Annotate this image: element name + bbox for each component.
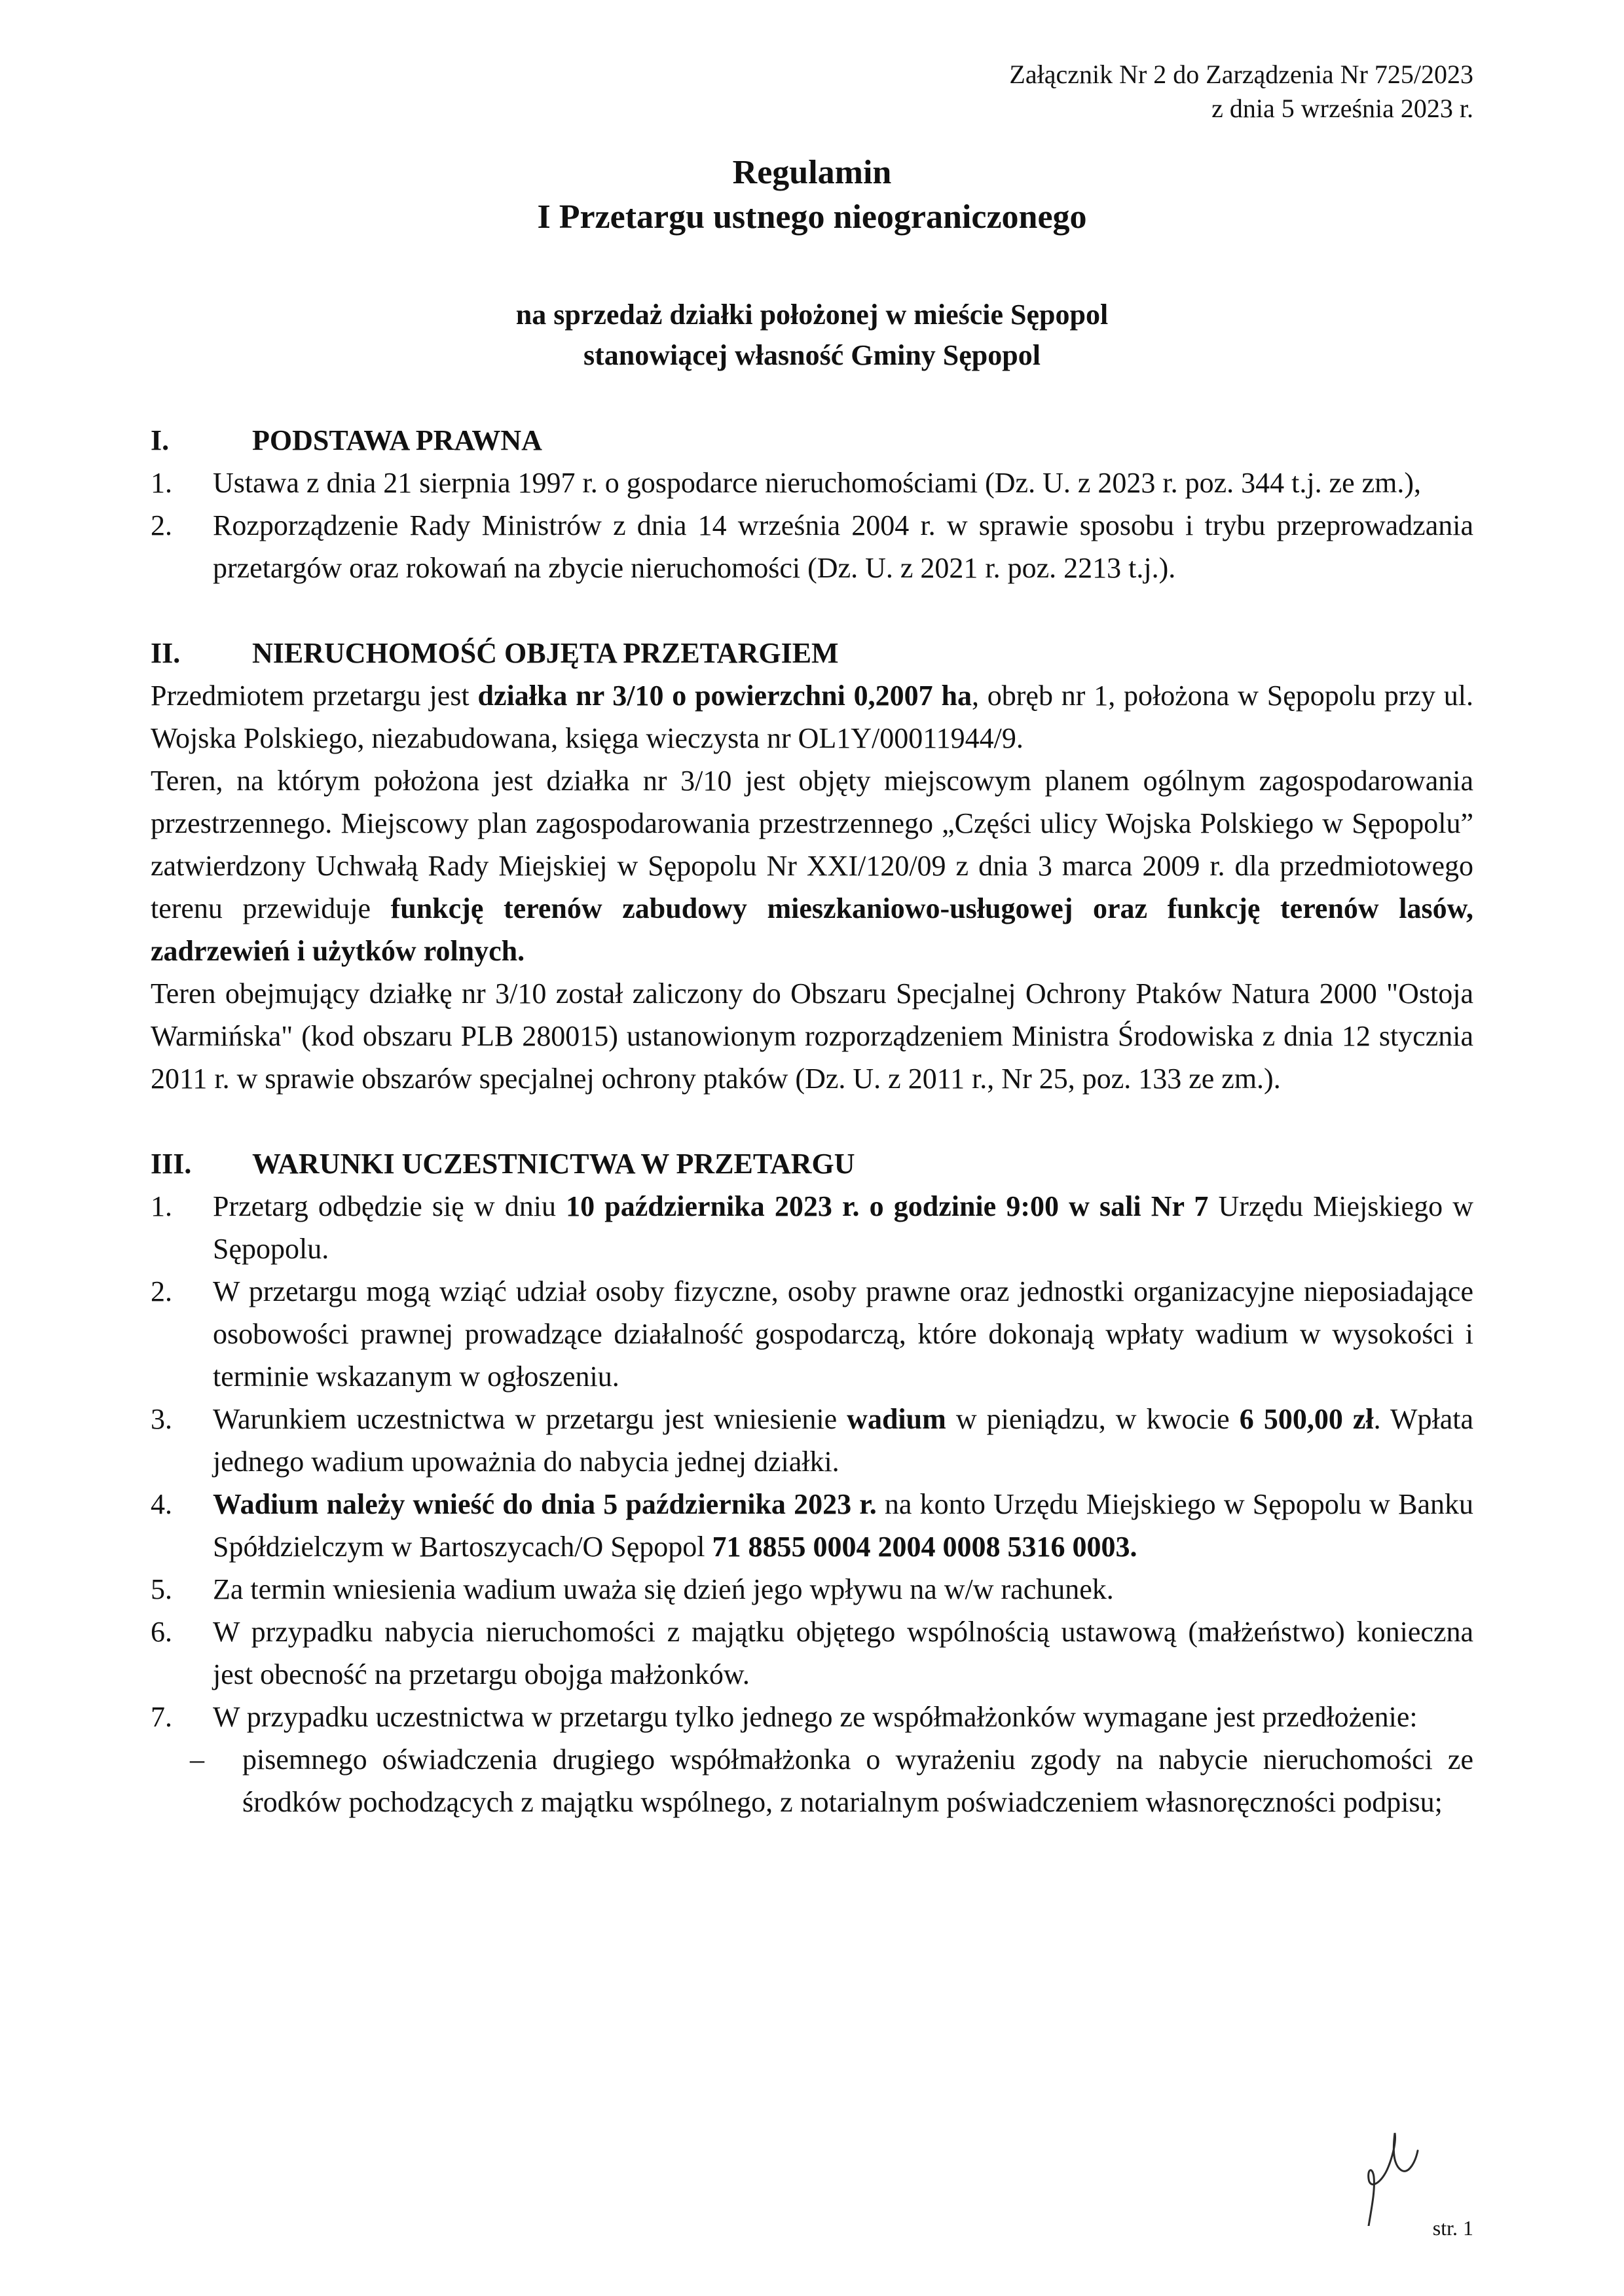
dash-list-item [151,1738,1473,1823]
list-item-number: 1. [151,467,172,499]
text-span: Przetarg odbędzie się w dniu [213,1190,566,1222]
list-item [151,1270,1473,1398]
list-item [151,1696,1473,1738]
document-title [0,151,1624,240]
attachment-line-2: z dnia 5 września 2023 r. [1211,94,1473,123]
list-item-text [213,1185,1473,1270]
text-span: Warunkiem uczestnictwa w przetargu jest wniesienie [213,1403,847,1435]
handwritten-initials-signature [1356,2128,1428,2226]
section-heading-property [151,632,1473,674]
list-item [151,504,1473,589]
page-number: str. 1 [1432,2216,1473,2240]
attachment-header [1009,58,1473,126]
subtitle-line-2: stanowiącej własność Gminy Sępopol [583,339,1041,371]
text-span: . Wpłata jednego wadium upoważnia do nabycia jednej działki. [213,1403,1473,1478]
list-item [151,1398,1473,1483]
list-item [151,1611,1473,1696]
section-title: WARUNKI UCZESTNICTWA W PRZETARGU [252,1148,855,1180]
natura-2000-paragraph: Teren obejmujący działkę nr 3/10 został zaliczony do Obszaru Specjalnej Ochrony Ptaków Natura 2000 "Ostoja Warmińska" (kod obszaru PLB 280015) ustanowionym rozporządzeniem Ministra Środowiska z dnia 12 stycznia 2011 r. w sprawie obszarów specjalnej ochrony ptaków (Dz. U. z 2011 r., Nr 25, poz. 133 ze zm.). [151,977,1473,1095]
bold-text: 10 października 2023 r. o godzinie 9:00 w sali Nr 7 [566,1190,1209,1222]
text-span: w pieniądzu, w kwocie [946,1403,1240,1435]
list-item-number: 5. [151,1573,172,1605]
section-title: NIERUCHOMOŚĆ OBJĘTA PRZETARGIEM [252,637,839,669]
bold-text: 6 500,00 zł [1239,1403,1374,1435]
list-item [151,1483,1473,1568]
list-item-text: W przypadku nabycia nieruchomości z majątku objętego wspólnością ustawową (małżeństwo) konieczna jest obecność na przetargu obojga małżonków. [213,1616,1473,1690]
attachment-line-1: Załącznik Nr 2 do Zarządzenia Nr 725/2023 [1009,60,1473,89]
list-item [151,1568,1473,1611]
bold-text: wadium [847,1403,946,1435]
bold-text: działka nr 3/10 o powierzchni 0,2007 ha [477,680,972,712]
list-item-number: 7. [151,1701,172,1733]
list-item-text [213,1398,1473,1483]
text-span: , obręb nr 1, położona w Sępopolu przy ul. Wojska Polskiego, niezabudowana, księga wieczysta nr OL1Y/00011944/9. [151,680,1473,754]
text-span: Urzędu Miejskiego w Sępopolu. [213,1190,1473,1265]
list-item-number: 3. [151,1403,172,1435]
list-item [151,462,1473,504]
text-span: na konto Urzędu Miejskiego w Sępopolu w Banku Spółdzielczym w Bartoszycach/O Sępopol [213,1488,1473,1563]
list-item [151,1185,1473,1270]
section-heading-legal-basis [151,419,1473,462]
list-item-text [213,1483,1473,1568]
list-item-number: 1. [151,1190,172,1222]
dash-bullet: – [190,1743,204,1776]
section-heading-participation [151,1142,1473,1185]
document-body [151,419,1473,1823]
bold-text: Wadium należy wnieść do dnia 5 października 2023 r. [213,1488,877,1520]
title-regulamin: Regulamin [732,154,892,191]
section-number: I. [151,424,170,456]
section-number: II. [151,637,181,669]
list-item-text: Rozporządzenie Rady Ministrów z dnia 14 września 2004 r. w sprawie sposobu i trybu przeprowadzania przetargów oraz rokowań na zbycie nieruchomości (Dz. U. z 2021 r. poz. 2213 t.j.). [213,509,1473,584]
section-number: III. [151,1148,192,1180]
list-item-text: Ustawa z dnia 21 sierpnia 1997 r. o gospodarce nieruchomościami (Dz. U. z 2023 r. poz. 344 t.j. ze zm.), [213,467,1422,499]
list-item-number: 4. [151,1488,172,1520]
bold-text: funkcję terenów zabudowy mieszkaniowo-usługowej oraz funkcję terenów lasów, zadrzewień i użytków rolnych. [151,892,1473,967]
list-item-number: 2. [151,509,172,541]
list-item-number: 6. [151,1616,172,1648]
title-tender-type: I Przetargu ustnego nieograniczonego [537,198,1087,236]
text-span: Przedmiotem przetargu jest [151,680,478,712]
property-description [151,674,1473,759]
text-span: Teren, na którym położona jest działka nr 3/10 jest objęty miejscowym planem ogólnym zagospodarowania przestrzennego. Miejscowy plan zagospodarowania przestrzennego „Części ulicy Wojska Polskiego w Sępopolu” zatwierdzony Uchwałą Rady Miejskiej w Sępopolu Nr XXI/120/09 z dnia 3 marca 2009 r. dla przedmiotowego terenu przewiduje [151,765,1473,924]
zoning-plan-paragraph [151,759,1473,972]
subtitle-line-1: na sprzedaż działki położonej w mieście Sępopol [515,299,1109,331]
bank-account-number: 71 8855 0004 2004 0008 5316 0003. [712,1531,1137,1563]
list-item-text: Za termin wniesienia wadium uważa się dzień jego wpływu na w/w rachunek. [213,1573,1114,1605]
list-item-text: W przypadku uczestnictwa w przetargu tylko jednego ze współmałżonków wymagane jest przedłożenie: [213,1701,1418,1733]
document-subtitle [0,295,1624,376]
list-item-text: W przetargu mogą wziąć udział osoby fizyczne, osoby prawne oraz jednostki organizacyjne nieposiadające osobowości prawnej prowadzące działalność gospodarczą, które dokonają wpłaty wadium w wysokości i terminie wskazanym w ogłoszeniu. [213,1275,1473,1393]
section-title: PODSTAWA PRAWNA [252,424,542,456]
list-item-number: 2. [151,1275,172,1307]
dash-item-text: pisemnego oświadczenia drugiego współmałżonka o wyrażeniu zgody na nabycie nieruchomości ze środków pochodzących z majątku wspólnego, z notarialnym poświadczeniem własnoręczności podpisu; [242,1743,1473,1818]
